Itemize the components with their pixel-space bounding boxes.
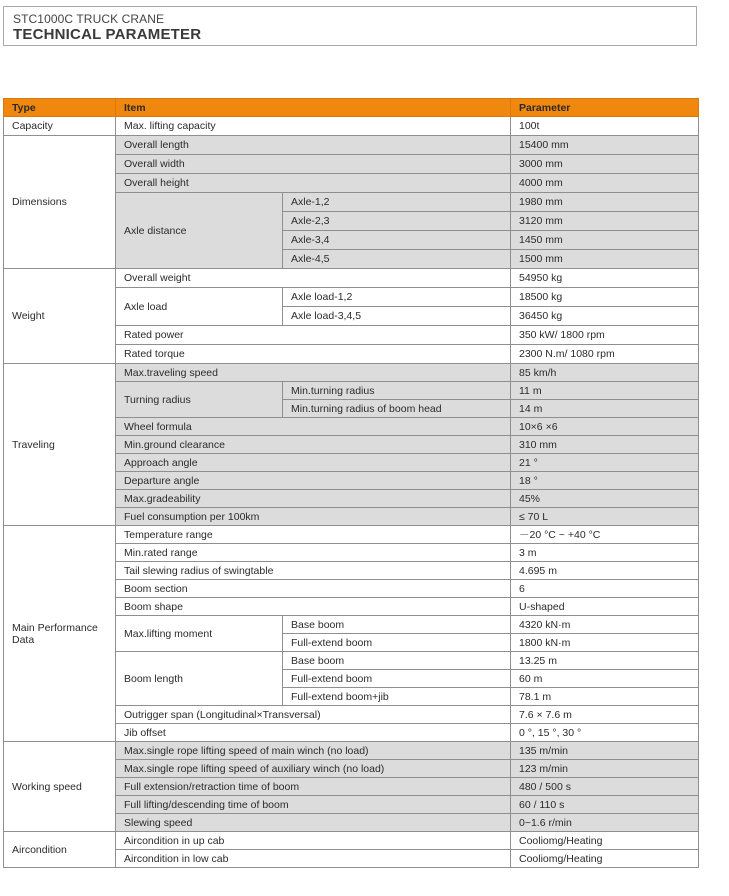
value-cell: －20 °C ~ +40 °C [511, 526, 699, 544]
table-row [4, 742, 699, 760]
value-cell: ≤ 70 L [511, 508, 699, 526]
value-cell: 123 m/min [511, 760, 699, 778]
subitem-cell: Full-extend boom+jib [283, 688, 511, 706]
item-cell: Approach angle [116, 454, 511, 472]
subitem-cell: Axle-1,2 [283, 193, 511, 212]
technical-parameter-table [3, 98, 699, 868]
item-cell: Aircondition in up cab [116, 832, 511, 850]
item-cell: Rated power [116, 326, 511, 345]
group-label: Working speed [4, 742, 116, 832]
value-cell: 85 km/h [511, 364, 699, 382]
item-cell: Axle distance [116, 193, 283, 269]
value-cell: 3000 mm [511, 155, 699, 174]
table-row [4, 364, 699, 382]
item-cell: Tail slewing radius of swingtable [116, 562, 511, 580]
value-cell: 4000 mm [511, 174, 699, 193]
value-cell: 0 °, 15 °, 30 ° [511, 724, 699, 742]
item-cell: Axle load [116, 288, 283, 326]
item-cell: Max. lifting capacity [116, 117, 511, 136]
column-header-type: Type [4, 99, 116, 117]
group-label: Traveling [4, 364, 116, 526]
value-cell: Cooliomg/Heating [511, 850, 699, 868]
value-cell: 11 m [511, 382, 699, 400]
column-header-parameter: Parameter [511, 99, 699, 117]
value-cell: 100t [511, 117, 699, 136]
subitem-cell: Axle-2,3 [283, 212, 511, 231]
value-cell: U-shaped [511, 598, 699, 616]
item-cell: Max.lifting moment [116, 616, 283, 652]
item-cell: Fuel consumption per 100km [116, 508, 511, 526]
item-cell: Outrigger span (Longitudinal×Transversal) [116, 706, 511, 724]
value-cell: 18 ° [511, 472, 699, 490]
item-cell: Max.traveling speed [116, 364, 511, 382]
group-label-text: Main Performance Data [12, 621, 98, 646]
item-cell: Overall length [116, 136, 511, 155]
group-label: Capacity [4, 117, 116, 136]
item-cell: Overall weight [116, 269, 511, 288]
value-cell: 45% [511, 490, 699, 508]
item-cell: Aircondition in low cab [116, 850, 511, 868]
subitem-cell: Axle load-3,4,5 [283, 307, 511, 326]
value-cell: 1500 mm [511, 250, 699, 269]
item-cell: Min.ground clearance [116, 436, 511, 454]
value-cell: 350 kW/ 1800 rpm [511, 326, 699, 345]
value-cell: 13.25 m [511, 652, 699, 670]
subitem-cell: Full-extend boom [283, 634, 511, 652]
item-cell: Rated torque [116, 345, 511, 364]
column-header-item: Item [116, 99, 511, 117]
table-row [4, 136, 699, 155]
value-cell: 78.1 m [511, 688, 699, 706]
value-cell: 4.695 m [511, 562, 699, 580]
item-cell: Jib offset [116, 724, 511, 742]
item-cell: Overall height [116, 174, 511, 193]
value-cell: 60 / 110 s [511, 796, 699, 814]
group-label: Weight [4, 269, 116, 364]
table-row [4, 832, 699, 850]
value-cell: 21 ° [511, 454, 699, 472]
subitem-cell: Full-extend boom [283, 670, 511, 688]
value-cell: 6 [511, 580, 699, 598]
value-cell: 1450 mm [511, 231, 699, 250]
value-cell: 36450 kg [511, 307, 699, 326]
item-cell: Departure angle [116, 472, 511, 490]
value-cell: 1800 kN·m [511, 634, 699, 652]
subitem-cell: Base boom [283, 616, 511, 634]
item-cell: Full lifting/descending time of boom [116, 796, 511, 814]
item-cell: Min.rated range [116, 544, 511, 562]
value-cell: 1980 mm [511, 193, 699, 212]
item-cell: Max.gradeability [116, 490, 511, 508]
value-cell: 14 m [511, 400, 699, 418]
value-cell: 480 / 500 s [511, 778, 699, 796]
item-cell: Full extension/retraction time of boom [116, 778, 511, 796]
value-cell: 54950 kg [511, 269, 699, 288]
item-cell: Overall width [116, 155, 511, 174]
page-title: TECHNICAL PARAMETER [13, 26, 202, 43]
value-cell: 7.6 × 7.6 m [511, 706, 699, 724]
subitem-cell: Axle-4,5 [283, 250, 511, 269]
subitem-cell: Min.turning radius [283, 382, 511, 400]
table-header-row [4, 99, 699, 117]
value-cell: 3 m [511, 544, 699, 562]
group-label: Aircondition [4, 832, 116, 868]
item-cell: Slewing speed [116, 814, 511, 832]
subitem-cell: Min.turning radius of boom head [283, 400, 511, 418]
table-row [4, 526, 699, 544]
subitem-cell: Axle-3,4 [283, 231, 511, 250]
value-cell: 4320 kN·m [511, 616, 699, 634]
table-row [4, 269, 699, 288]
value-cell: 10×6 ×6 [511, 418, 699, 436]
item-cell: Temperature range [116, 526, 511, 544]
value-cell: 15400 mm [511, 136, 699, 155]
model-subtitle: STC1000C TRUCK CRANE [13, 12, 165, 26]
value-cell: 310 mm [511, 436, 699, 454]
value-cell: Cooliomg/Heating [511, 832, 699, 850]
item-cell: Boom section [116, 580, 511, 598]
value-cell: 3120 mm [511, 212, 699, 231]
item-cell: Turning radius [116, 382, 283, 418]
title-box [3, 6, 697, 46]
value-cell: 135 m/min [511, 742, 699, 760]
item-cell: Max.single rope lifting speed of main winch (no load) [116, 742, 511, 760]
table-row [4, 117, 699, 136]
subitem-cell: Base boom [283, 652, 511, 670]
group-label: Dimensions [4, 136, 116, 269]
item-cell: Boom shape [116, 598, 511, 616]
value-cell: 60 m [511, 670, 699, 688]
group-label [4, 526, 116, 742]
item-cell: Max.single rope lifting speed of auxiliary winch (no load) [116, 760, 511, 778]
item-cell: Boom length [116, 652, 283, 706]
subitem-cell: Axle load-1,2 [283, 288, 511, 307]
value-cell: 0~1.6 r/min [511, 814, 699, 832]
value-cell: 18500 kg [511, 288, 699, 307]
value-cell: 2300 N.m/ 1080 rpm [511, 345, 699, 364]
item-cell: Wheel formula [116, 418, 511, 436]
